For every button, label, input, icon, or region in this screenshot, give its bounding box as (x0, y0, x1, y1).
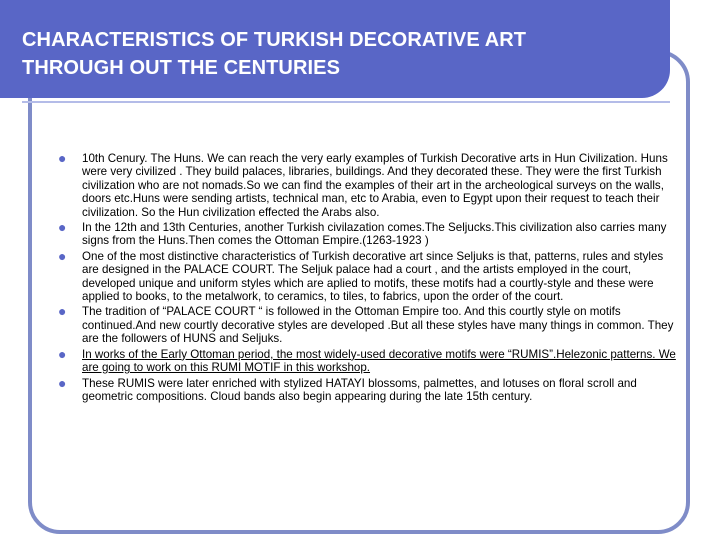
bullet-text: In the 12th and 13th Centuries, another Turkish civilazation comes.The Seljucks.This civilization also carries many signs from the Huns.Then comes the Ottoman Empire.(1263-1923 ) (82, 221, 667, 248)
bullet-text: 10th Cenury. The Huns. We can reach the very early examples of Turkish Decorative arts in Hun Civilization. Huns were very civilized . They build palaces, libraries, buildings. And they decorated these. They were the first Turkish civilization who are not nomads.So we can find the examples of their art in the archeological surveys on the walls, doors etc.Huns were sending artists, technical man, etc to Arabia, even to Egypt upon their request to teach their civilization. So the Hun civilization effected the Arabs also. (82, 152, 668, 219)
title-divider (22, 101, 670, 103)
bullet-item (58, 152, 678, 219)
bullet-item (58, 305, 678, 345)
bullet-dot-icon: ● (58, 150, 67, 166)
bullet-list (58, 152, 678, 405)
bullet-dot-icon: ● (58, 345, 67, 362)
bullet-dot-icon: ● (58, 247, 67, 264)
bullet-item (58, 247, 678, 304)
bullet-dot-icon: ● (58, 219, 67, 236)
title-bar (0, 0, 670, 98)
bullet-dot-icon: ● (58, 374, 67, 391)
slide-title: CHARACTERISTICS OF TURKISH DECORATIVE ART THROUGH OUT THE CENTURIES (22, 29, 527, 79)
bullet-dot-icon: ● (58, 303, 67, 320)
bullet-item (58, 345, 678, 375)
bullet-text: The tradition of “PALACE COURT “ is followed in the Ottoman Empire too. And this courtly style on motifs continued.And new courtly decorative styles are developed .But all these styles have many things in common. They are the followers of HUNS and Seljuks. (82, 305, 674, 346)
bullet-text-underlined: In works of the Early Ottoman period, the most widely-used decorative motifs were “RUMIS”.Helezonic patterns. We are going to work on this RUMI MOTIF in this workshop. (82, 347, 676, 375)
bullet-item (58, 221, 678, 248)
bullet-text: These RUMIS were later enriched with stylized HATAYI blossoms, palmettes, and lotuses on floral scroll and geometric compositions. Cloud bands also begin appearing during the late 15th century. (82, 376, 637, 403)
bullet-text: One of the most distinctive characteristics of Turkish decorative art since Seljuks is that, patterns, rules and styles are designed in the PALACE COURT. The Seljuk palace had a court , and the artists employed in the court, developed unique and uniform styles which are aplied to motifs, these motifs had a courtly-style and these were applied to books, to the metalwork, to ceramics, to tiles, to fabrics, upon the order of the court. (82, 249, 664, 304)
bullet-item (58, 374, 678, 404)
